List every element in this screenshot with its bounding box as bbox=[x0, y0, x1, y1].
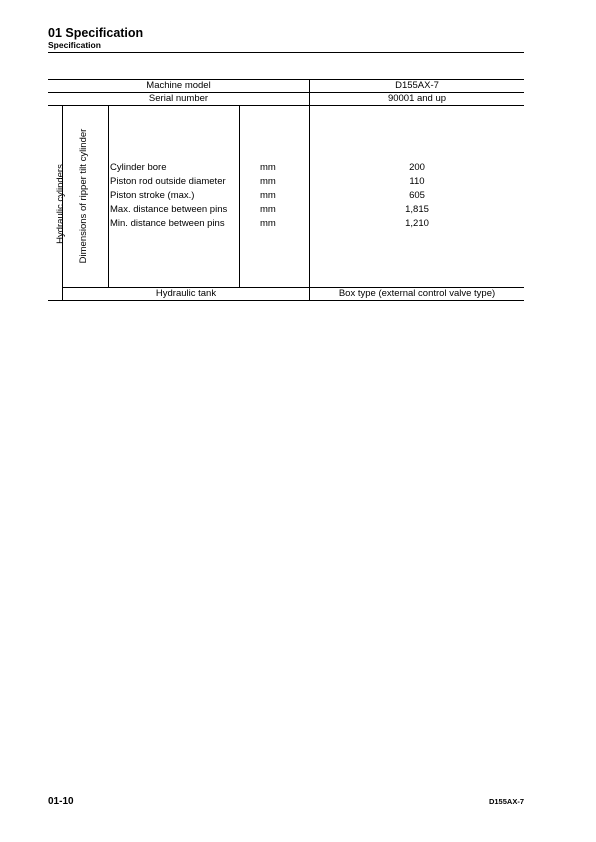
value-column bbox=[310, 161, 524, 231]
unit-cylinder-bore: mm bbox=[260, 162, 276, 173]
unit-max-distance: mm bbox=[260, 204, 276, 215]
page-header bbox=[48, 26, 524, 51]
section-title: 01 Specification bbox=[48, 26, 144, 40]
value-cylinder-bore: 200 bbox=[409, 162, 425, 173]
hydraulic-tank-value: Box type (external control valve type) bbox=[338, 288, 496, 299]
item-cylinder-bore: Cylinder bore bbox=[110, 162, 167, 173]
header-rule bbox=[48, 52, 524, 53]
value-piston-stroke: 605 bbox=[409, 190, 425, 201]
group-label-hydraulic-cylinders: Hydraulic cylinders bbox=[55, 164, 66, 244]
machine-model-value: D155AX-7 bbox=[395, 80, 439, 91]
unit-piston-rod-diameter: mm bbox=[260, 176, 276, 187]
table-rule-unit bbox=[239, 105, 240, 287]
table-rule-serial bbox=[48, 105, 524, 106]
section-subtitle: Specification bbox=[48, 40, 101, 50]
unit-column bbox=[260, 161, 300, 231]
value-max-distance: 1,815 bbox=[405, 204, 429, 215]
page-number: 01-10 bbox=[48, 796, 74, 807]
item-min-distance: Min. distance between pins bbox=[110, 218, 225, 229]
table-rule-bottom bbox=[48, 300, 524, 301]
subgroup-label-ripper-tilt-cylinder: Dimensions of ripper tilt cylinder bbox=[78, 128, 89, 264]
item-piston-rod-diameter: Piston rod outside diameter bbox=[110, 176, 226, 187]
unit-min-distance: mm bbox=[260, 218, 276, 229]
item-max-distance: Max. distance between pins bbox=[110, 204, 228, 215]
item-piston-stroke: Piston stroke (max.) bbox=[110, 190, 195, 201]
unit-piston-stroke: mm bbox=[260, 190, 276, 201]
value-min-distance: 1,210 bbox=[405, 218, 429, 229]
hydraulic-tank-label: Hydraulic tank bbox=[155, 288, 217, 299]
item-column bbox=[110, 161, 238, 231]
serial-number-label: Serial number bbox=[148, 93, 209, 104]
serial-number-value: 90001 and up bbox=[387, 93, 447, 104]
value-piston-rod-diameter: 110 bbox=[409, 176, 425, 187]
spec-table bbox=[48, 79, 524, 301]
table-rule-subgroup bbox=[108, 105, 109, 287]
footer-model: D155AX-7 bbox=[488, 797, 524, 806]
machine-model-label: Machine model bbox=[146, 80, 211, 91]
